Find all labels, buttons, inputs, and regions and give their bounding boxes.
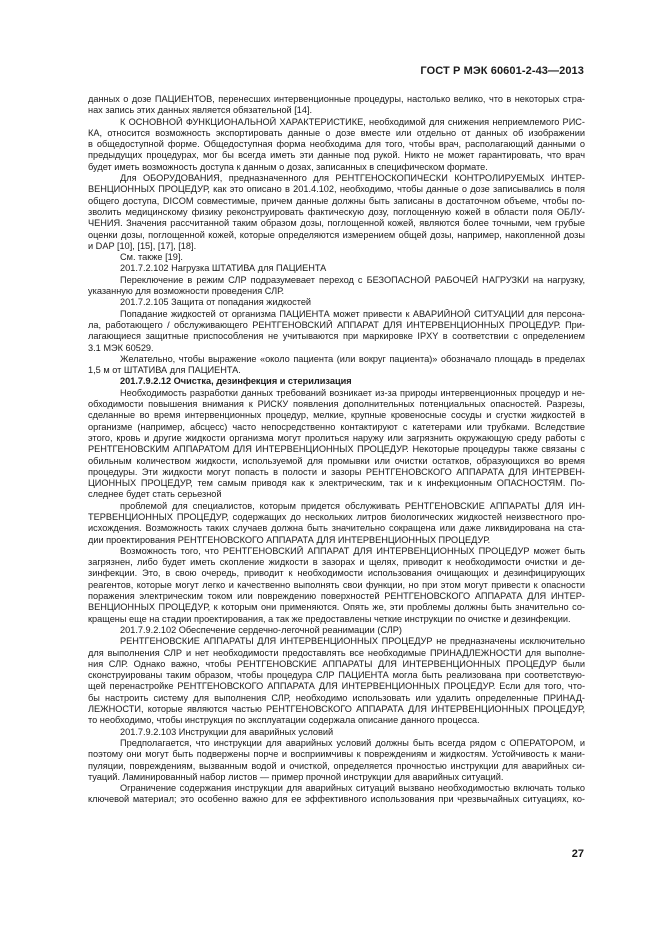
text-line: процедуры. Эти жидкости могут попасть в полости и зазоры РЕНТГЕНОВСКОГО АППАРАТА ДЛЯ ИНТЕРВЕН-: [88, 466, 585, 477]
text-line: поражения электрическим током или повреждению поверхностей РЕНТГЕНОВСКОГО АППАРАТА ДЛЯ ИНТЕР-: [88, 591, 585, 602]
text-line: исхождения. Возможность таких случаев должна быть значительно сокращена или даже ликвидирована на ста-: [88, 523, 585, 534]
text-line: для выполнения СЛР и нет необходимости предоставлять все необходимые ПРИНАДЛЕЖНОСТИ для выполне-: [88, 647, 585, 658]
text-line: К ОСНОВНОЙ ФУНКЦИОНАЛЬНОЙ ХАРАКТЕРИСТИКЕ, необходимой для снижения неприемлемого РИС-: [120, 116, 585, 127]
text-line: организме (например, абсцесс) часто непосредственно контактируют с катетерами или трубками. Вследствие: [88, 421, 585, 432]
text-line: следнее будет стать серьезной: [88, 489, 222, 500]
text-line: 201.7.9.2.103 Инструкции для аварийных условий: [120, 726, 334, 737]
text-line: Для ОБОРУДОВАНИЯ, предназначенного для РЕНТГЕНОСКОПИЧЕСКИ КОНТРОЛИРУЕМЫХ ИНТЕР-: [120, 173, 585, 184]
text-line: ВЕНЦИОННЫХ ПРОЦЕДУР, как это описано в 201.4.102, необходимо, чтобы данные о дозе записывались в поля: [88, 184, 585, 195]
text-line: кращены еще на стадии проектирования, а так же предоставлены четкие инструкции по очистке и дезинфекции.: [88, 613, 571, 624]
text-line: Необходимость разработки данных требований возникает из-за природы интервенционных процедур и не-: [120, 387, 585, 398]
text-line: 3.1 МЭК 60529.: [88, 342, 154, 353]
text-line: то необходимо, чтобы инструкция по эксплуатации содержала описание данного процесса.: [88, 715, 480, 726]
document-header: ГОСТ Р МЭК 60601-2-43—2013: [420, 65, 584, 77]
text-line: Желательно, чтобы выражение «около пациента (или вокруг пациента)» обозначало площадь в пределах: [120, 353, 585, 364]
text-line: реагентов, которые могут легко и качественно выполнять свои функции, но при этом могут привести к опасности: [88, 579, 585, 590]
text-line: зинфекции. Это, в свою очередь, приводит к необходимости использования очищающих и дезинфицирующих: [88, 568, 585, 579]
text-line: ЧЕНИЯ. Значения рассчитанной таким образом дозы, поглощенной кожей, являются более точными, чем грубые: [88, 218, 585, 229]
text-line: проблемой для специалистов, которым придется обслуживать РЕНТГЕНОВСКИЕ АППАРАТЫ ДЛЯ ИН-: [120, 500, 585, 511]
text-line: ключевой материал; это особенно важно для ее эффективного использования при чрезвычайных ситуациях, ко-: [88, 794, 585, 805]
text-line: данных о дозе ПАЦИЕНТОВ, перенесших интервенционные процедуры, настолько велико, что в некоторых стра-: [88, 94, 585, 104]
text-line: Предполагается, что инструкции для аварийных условий должны быть всегда рядом с ОПЕРАТОРОМ, и: [120, 737, 585, 748]
text-line: обходимости повышения внимания к РИСКУ появления дополнительных потенциальных опасностей. Разрезы,: [88, 399, 585, 410]
text-line: этого, кровь и другие жидкости организма могут пролиться наружу или загрязнить окружающую среду работы с: [88, 432, 585, 443]
text-line: нах запись этих данных является обязательной [14].: [88, 105, 313, 116]
text-line: ния СЛР. Однако важно, чтобы РЕНТГЕНОВСКИЕ АППАРАТЫ ДЛЯ ИНТЕРВЕНЦИОННЫХ ПРОЦЕДУР были: [88, 658, 585, 669]
text-line: ТЕРВЕНЦИОННЫХ ПРОЦЕДУР, содержащих до нескольких литров биологических жидкостей неизвестного про-: [88, 511, 585, 522]
text-line: и DAP [10], [15], [17], [18].: [88, 240, 197, 251]
text-line: сделанные во время интервенционных процедур, мелкие, крупные кровеносные сосуды и сгустки жидкостей в: [88, 410, 585, 421]
text-line: сконструированы таким образом, чтобы процедура СЛР ПАЦИЕНТА могла быть реализована при соответствую-: [88, 670, 585, 681]
text-line: Возможность того, что РЕНТГЕНОВСКИЙ АППАРАТ ДЛЯ ИНТЕРВЕНЦИОННЫХ ПРОЦЕДУР может быть: [120, 545, 585, 556]
text-line: туаций. Ламинированный набор листов — пример прочной инструкции для аварийных ситуаций.: [88, 771, 504, 782]
text-line: Ограничение содержания инструкции для аварийных ситуаций вызвано необходимостью включать только: [120, 783, 585, 794]
text-line: 201.7.9.2.102 Обеспечение сердечно-легочной реанимации (СЛР): [120, 624, 402, 635]
page-number: 27: [571, 848, 584, 860]
text-line: ВЕНЦИОННЫХ ПРОЦЕДУР, к которым они применяются. Опять же, эти проблемы должны быть значительно со-: [88, 602, 585, 613]
text-line: КА, относится возможность экспортировать данные о дозе вместе или отдельно от данных об изображении: [88, 127, 585, 138]
text-line: 201.7.9.2.12 Очистка, дезинфекция и стерилизация: [120, 376, 352, 387]
text-line: оценки дозы, поглощенной кожей, которые определяются измерением общей дозы, например, накопленной дозы: [88, 229, 585, 240]
text-line: предыдущих процедурах, мог бы всегда иметь эти данные под рукой. Никто не может гарантировать, что врач: [88, 150, 585, 161]
text-line: щей перенастройке РЕНТГЕНОВСКОГО АППАРАТА ДЛЯ ИНТЕРВЕНЦИОННЫХ ПРОЦЕДУР. Если для того, что-: [88, 681, 585, 692]
text-line: Переключение в режим СЛР подразумевает переход с БЕЗОПАСНОЙ РАБОЧЕЙ НАГРУЗКИ на нагрузку,: [120, 274, 585, 285]
text-line: поэтому они могут быть подвержены порче и восприимчивы к повреждениям и жидкостям. Устойчивость к мани-: [88, 749, 585, 760]
text-line: лагающиеся защитные приспособления не учитываются при маркировке IPXY в соответствии с определением: [88, 331, 585, 342]
text-line: См. также [19].: [120, 252, 183, 263]
text-line: пуляции, повреждениям, вызванным водой и очисткой, определяется прочностью инструкции для аварийных си-: [88, 760, 585, 771]
text-line: 1,5 м от ШТАТИВА для ПАЦИЕНТА.: [88, 365, 241, 376]
text-line: 201.7.2.105 Защита от попадания жидкостей: [120, 297, 312, 308]
text-line: зволить медицинскому физику реконструировать фактическую дозу, поглощенную кожей в области поля ОБЛУ-: [88, 206, 585, 217]
text-line: ла, работающего / обслуживающего РЕНТГЕНОВСКИЙ АППАРАТ ДЛЯ ИНТЕРВЕНЦИОННЫХ ПРОЦЕДУР. При-: [88, 319, 585, 330]
text-line: загрязнен, либо будет иметь скопление жидкости в зазорах и щелях, приводит к необходимости очистки и де-: [88, 557, 585, 568]
text-line: указанную для возможности проведения СЛР.: [88, 286, 285, 297]
text-line: бы настроить систему для выполнения СЛР, необходимо использовать или удалить определенные ПРИНАД-: [88, 692, 585, 703]
text-line: РЕНТГЕНОВСКИМ АППАРАТОМ ДЛЯ ИНТЕРВЕНЦИОННЫХ ПРОЦЕДУР. Некоторые процедуры также связаны с: [88, 444, 585, 455]
text-line: РЕНТГЕНОВСКИЕ АППАРАТЫ ДЛЯ ИНТЕРВЕНЦИОННЫХ ПРОЦЕДУР не предназначены исключительно: [120, 636, 585, 647]
document-body: [88, 94, 585, 806]
text-line: ЛЕЖНОСТИ, которые являются частью РЕНТГЕНОВСКОГО АППАРАТА ДЛЯ ИНТЕРВЕНЦИОННЫХ ПРОЦЕДУР,: [88, 704, 585, 715]
text-line: обильным количеством жидкости, используемой для промывки или очистки остатков, образующихся во время: [88, 455, 585, 466]
text-line: Попадание жидкостей от организма ПАЦИЕНТА может привести к АВАРИЙНОЙ СИТУАЦИИ для персона-: [120, 308, 585, 319]
text-line: ЦИОННЫХ ПРОЦЕДУР, тем самым приводя как к электрическим, так и к инфекционным ОПАСНОСТЯМ. По-: [88, 478, 585, 489]
text-line: в общедоступной форме. Общедоступная форма необходима для того, чтобы врач, располагающий данными о: [88, 139, 585, 150]
text-line: будет иметь возможность доступа к данным о дозах, записанных в специфическом формате.: [88, 161, 488, 172]
text-line: дии проектирования РЕНТГЕНОВСКОГО АППАРАТА ДЛЯ ИНТЕРВЕНЦИОННЫХ ПРОЦЕДУР.: [88, 534, 491, 545]
text-line: общего доступа, DICOM совместимые, причем данные должны быть записаны в достаточном объеме, чтобы по-: [88, 195, 585, 206]
text-line: 201.7.2.102 Нагрузка ШТАТИВА для ПАЦИЕНТА: [120, 263, 327, 274]
